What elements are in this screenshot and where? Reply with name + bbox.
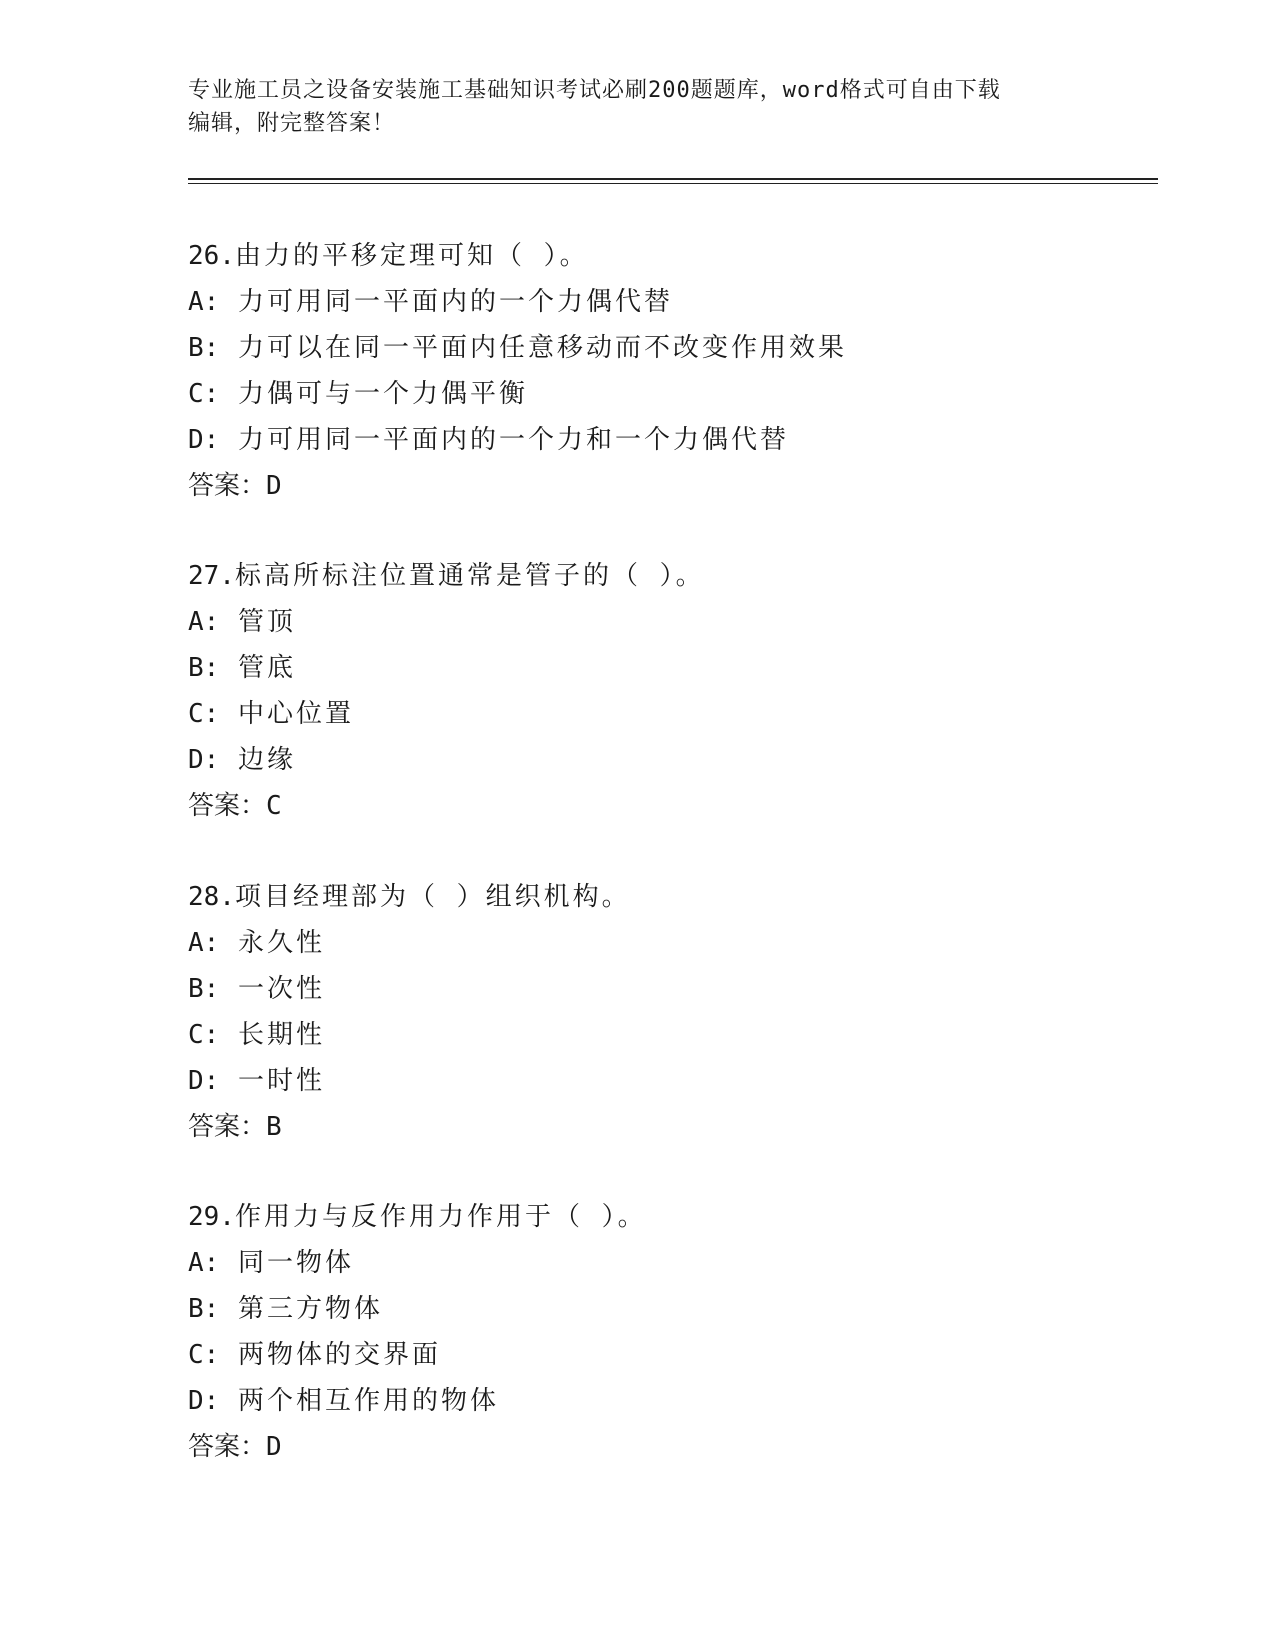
question-text: 作用力与反作用力作用于（ ）。 [234, 1202, 647, 1232]
option-a [188, 1240, 1148, 1286]
option-b [188, 325, 1148, 371]
option-letter: A: [188, 607, 220, 637]
option-b [188, 645, 1148, 691]
answer-value: C [266, 791, 282, 821]
option-letter: B: [188, 653, 220, 683]
option-d [188, 1058, 1148, 1104]
option-letter: B: [188, 1294, 220, 1324]
option-d [188, 737, 1148, 783]
option-text: 力可用同一平面内的一个力偶代替 [237, 287, 673, 317]
option-c [188, 691, 1148, 737]
option-text: 边缘 [237, 745, 296, 775]
option-a [188, 279, 1148, 325]
option-text: 管顶 [237, 607, 296, 637]
option-text: 中心位置 [237, 699, 354, 729]
question-number: 27. [188, 561, 235, 591]
option-letter: B: [188, 974, 220, 1004]
header-divider-thin [188, 183, 1158, 184]
answer-label: 答案： [188, 471, 267, 501]
option-a [188, 599, 1148, 645]
answer-label: 答案： [188, 1432, 267, 1462]
option-b [188, 1286, 1148, 1332]
option-letter: C: [188, 699, 220, 729]
option-d [188, 417, 1148, 463]
answer-line [188, 1104, 1148, 1150]
header-title-line-2: 编辑，附完整答案！ [188, 111, 396, 136]
answer-line [188, 463, 1148, 509]
header-divider-thick [188, 178, 1158, 180]
option-text: 第三方物体 [237, 1294, 383, 1324]
option-text: 管底 [237, 653, 296, 683]
answer-value: D [266, 471, 282, 501]
option-text: 同一物体 [237, 1248, 354, 1278]
option-letter: D: [188, 745, 220, 775]
option-b [188, 966, 1148, 1012]
question-stem [188, 233, 1148, 279]
question-stem [188, 874, 1148, 920]
option-letter: C: [188, 1340, 220, 1370]
answer-value: D [266, 1432, 282, 1462]
option-letter: D: [188, 1386, 220, 1416]
option-text: 一时性 [237, 1066, 325, 1096]
question-number: 28. [188, 882, 235, 912]
option-text: 两物体的交界面 [237, 1340, 441, 1370]
question-text: 标高所标注位置通常是管子的（ ）。 [234, 561, 705, 591]
option-letter: A: [188, 928, 220, 958]
option-text: 两个相互作用的物体 [237, 1386, 499, 1416]
question-27 [188, 553, 1148, 829]
option-letter: B: [188, 333, 220, 363]
option-letter: C: [188, 379, 220, 409]
document-header [188, 74, 1088, 140]
option-a [188, 920, 1148, 966]
option-c [188, 371, 1148, 417]
answer-value: B [266, 1112, 282, 1142]
question-stem [188, 1194, 1148, 1240]
answer-label: 答案： [188, 791, 267, 821]
header-title-line-1: 专业施工员之设备安装施工基础知识考试必刷200题题库，word格式可自由下载 [188, 78, 1001, 103]
question-text: 项目经理部为（ ）组织机构。 [234, 882, 631, 912]
answer-line [188, 1424, 1148, 1470]
answer-label: 答案： [188, 1112, 267, 1142]
question-28 [188, 874, 1148, 1150]
question-text: 由力的平移定理可知（ ）。 [234, 241, 589, 271]
option-text: 一次性 [237, 974, 325, 1004]
option-text: 力可以在同一平面内任意移动而不改变作用效果 [237, 333, 847, 363]
option-letter: C: [188, 1020, 220, 1050]
question-number: 29. [188, 1202, 235, 1232]
option-d [188, 1378, 1148, 1424]
option-c [188, 1012, 1148, 1058]
option-text: 永久性 [237, 928, 325, 958]
option-text: 力偶可与一个力偶平衡 [237, 379, 528, 409]
question-26 [188, 233, 1148, 509]
question-29 [188, 1194, 1148, 1470]
question-number: 26. [188, 241, 235, 271]
option-text: 长期性 [237, 1020, 325, 1050]
option-letter: D: [188, 425, 220, 455]
option-letter: A: [188, 1248, 220, 1278]
option-c [188, 1332, 1148, 1378]
option-text: 力可用同一平面内的一个力和一个力偶代替 [237, 425, 789, 455]
question-stem [188, 553, 1148, 599]
option-letter: A: [188, 287, 220, 317]
option-letter: D: [188, 1066, 220, 1096]
answer-line [188, 783, 1148, 829]
